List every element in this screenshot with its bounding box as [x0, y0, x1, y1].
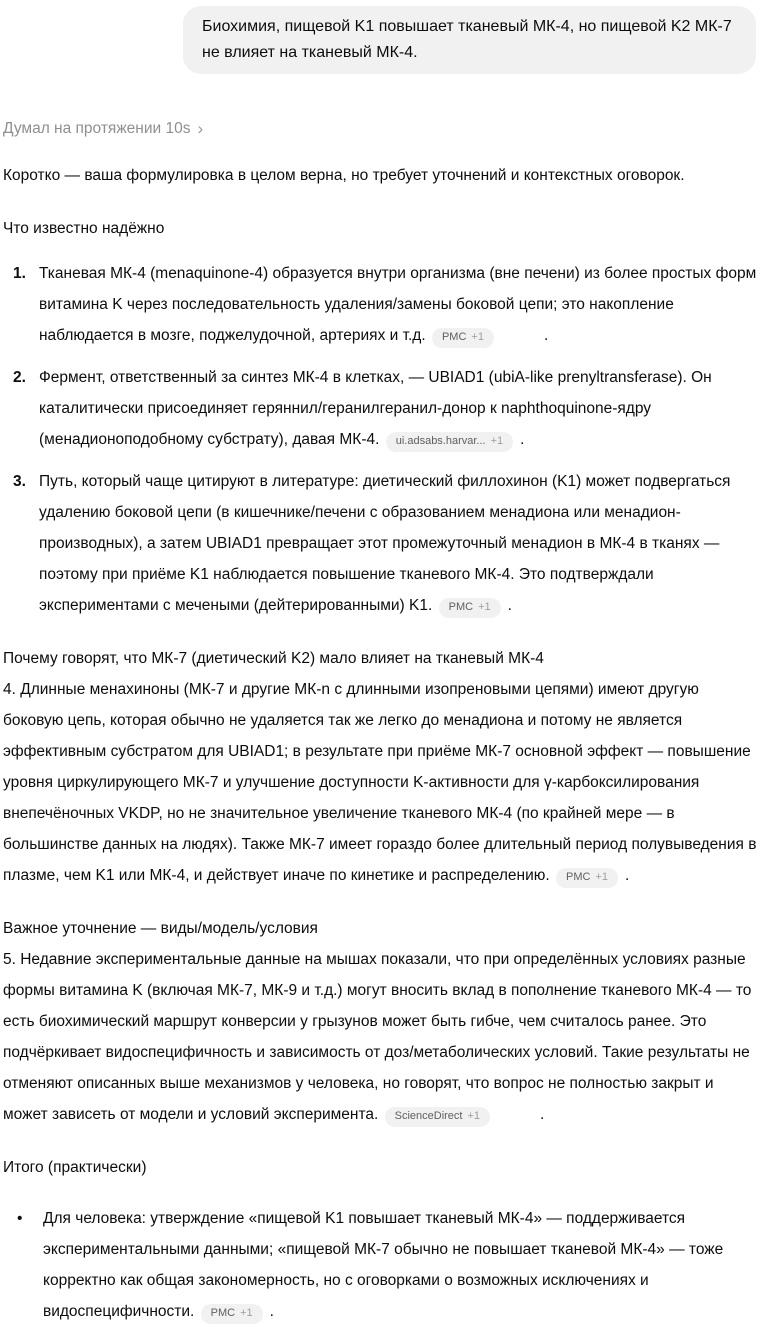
list-item-text	[39, 258, 761, 351]
intro-paragraph: Коротко — ваша формулировка в целом верна, но требует уточнений и контекстных оговорок.	[3, 167, 685, 184]
citation-chip[interactable]	[556, 868, 618, 888]
summary-bullet-item	[3, 1203, 761, 1327]
citation-chip[interactable]	[386, 432, 513, 452]
sentence-period: .	[520, 431, 525, 448]
citation-count: +1	[467, 1110, 481, 1122]
citation-chip[interactable]	[201, 1304, 263, 1324]
bullet-item-body: Для человека: утверждение «пищевой K1 повышает тканевый МК-4» — поддерживается экспериментальными данными; «пищевой МК-7 обычно не повышает тканевой МК-4» — тоже корректно как общая закономерность, но с оговорками о возможных исключениях и видоспецифичности.	[43, 1210, 724, 1320]
species-section	[3, 913, 761, 1130]
sentence-period: .	[540, 1106, 545, 1123]
sentence-period: .	[625, 867, 630, 884]
chevron-right-icon: ›	[197, 118, 204, 138]
section-title-known: Что известно надёжно	[3, 220, 165, 237]
list-marker: 2.	[13, 369, 26, 386]
bullet-marker: •	[17, 1210, 23, 1227]
citation-source: PMC	[210, 1307, 236, 1319]
citation-source: PMC	[566, 871, 591, 883]
citation-count: +1	[478, 601, 491, 613]
section-title-species: Важное уточнение — виды/модель/условия	[3, 920, 318, 937]
numbered-list	[3, 258, 761, 621]
mk7-section	[3, 643, 761, 891]
citation-chip[interactable]	[385, 1107, 490, 1127]
sentence-period: .	[543, 327, 549, 344]
sentence-period: .	[269, 1303, 274, 1320]
list-item-text	[39, 466, 761, 621]
thinking-toggle[interactable]	[3, 120, 203, 138]
list-item	[3, 362, 761, 455]
list-item	[3, 466, 761, 621]
thinking-label: Думал на протяжении 10s	[3, 120, 191, 137]
citation-count: +1	[595, 871, 609, 883]
user-message-bubble: Биохимия, пищевой K1 повышает тканевый МК-4, но пищевой K2 МК-7 не влияет на тканевый МК-4.	[183, 6, 756, 74]
citation-source: PMC	[448, 601, 474, 613]
citation-chip[interactable]	[432, 328, 494, 348]
sentence-period: .	[507, 597, 512, 614]
section-title-summary: Итого (практически)	[3, 1159, 147, 1176]
citation-source: ScienceDirect	[394, 1110, 463, 1122]
citation-source: ui.adsabs.harvar...	[395, 435, 486, 447]
user-message-row	[3, 0, 761, 74]
bullet-item-text	[43, 1203, 761, 1327]
citation-source: PMC	[441, 331, 467, 343]
citation-count: +1	[490, 435, 504, 447]
citation-chip[interactable]	[439, 598, 501, 618]
species-paragraph: 5. Недавние экспериментальные данные на мышах показали, что при определённых условиях разные формы витамина K (включая МК-7, МК-9 и т.д.) могут вносить вклад в пополнение тканевого МК-4 — то есть биохимический маршрут конверсии у грызунов может быть гибче, чем считалось ранее. Это подчёркивает видоспецифичность и зависимость от доз/метаболических условий. Такие результаты не отменяют описанных выше механизмов у человека, но говорят, что вопрос не полностью закрыт и может зависеть от модели и условий эксперимента.	[3, 951, 752, 1123]
citation-count: +1	[240, 1307, 253, 1319]
citation-count: +1	[471, 331, 484, 343]
section-title-mk7: Почему говорят, что МК-7 (диетический K2) мало влияет на тканевый МК-4	[3, 650, 544, 667]
list-item-body: Тканевая МК-4 (menaquinone-4) образуется внутри организма (вне печени) из более простых форм витамина K через последовательность удаления/замены боковой цепи; это накопление наблюдается в мозге, поджелудочной, артериях и т.д.	[39, 265, 757, 344]
list-marker: 3.	[13, 473, 26, 490]
list-item-body: Путь, который чаще цитируют в литературе: диетический филлохинон (K1) может подвергаться удалению боковой цепи (в кишечнике/печени с образованием менадиона или менадион-производных), а затем UBIAD1 превращает этот промежуточный менадион в МК-4 в тканях — поэтому при приёме K1 наблюдается повышение тканевого МК-4. Это подтверждали экспериментами с мечеными (дейтерированными) K1.	[39, 473, 731, 614]
list-item-text	[39, 362, 761, 455]
list-item	[3, 258, 761, 351]
list-item-body: Фермент, ответственный за синтез МК-4 в клетках, — UBIAD1 (ubiA-like prenyltransferase). Он каталитически присоединяет геряннил/геранилгеранил-донор к naphthoquinone-ядру (менадионоподобному субстрату), давая МК-4.	[39, 369, 712, 448]
list-marker: 1.	[13, 265, 26, 282]
mk7-paragraph: 4. Длинные менахиноны (МК-7 и другие МК-n с длинными изопреновыми цепями) имеют другую боковую цепь, которая обычно не удаляется так же легко до менадиона и потому не является эффективным субстратом для UBIAD1; в результате при приёме МК-7 основной эффект — повышение уровня циркулирующего МК-7 и улучшение доступности K-активности для γ-карбоксилирования внепечёночных VKDP, но не значительное увеличение тканевого МК-4 (по крайней мере — в большинстве данных на людях). Также МК-7 имеет гораздо более длительный период полувыведения в плазме, чем K1 или МК-4, и действует иначе по кинетике и распределению.	[3, 681, 757, 884]
